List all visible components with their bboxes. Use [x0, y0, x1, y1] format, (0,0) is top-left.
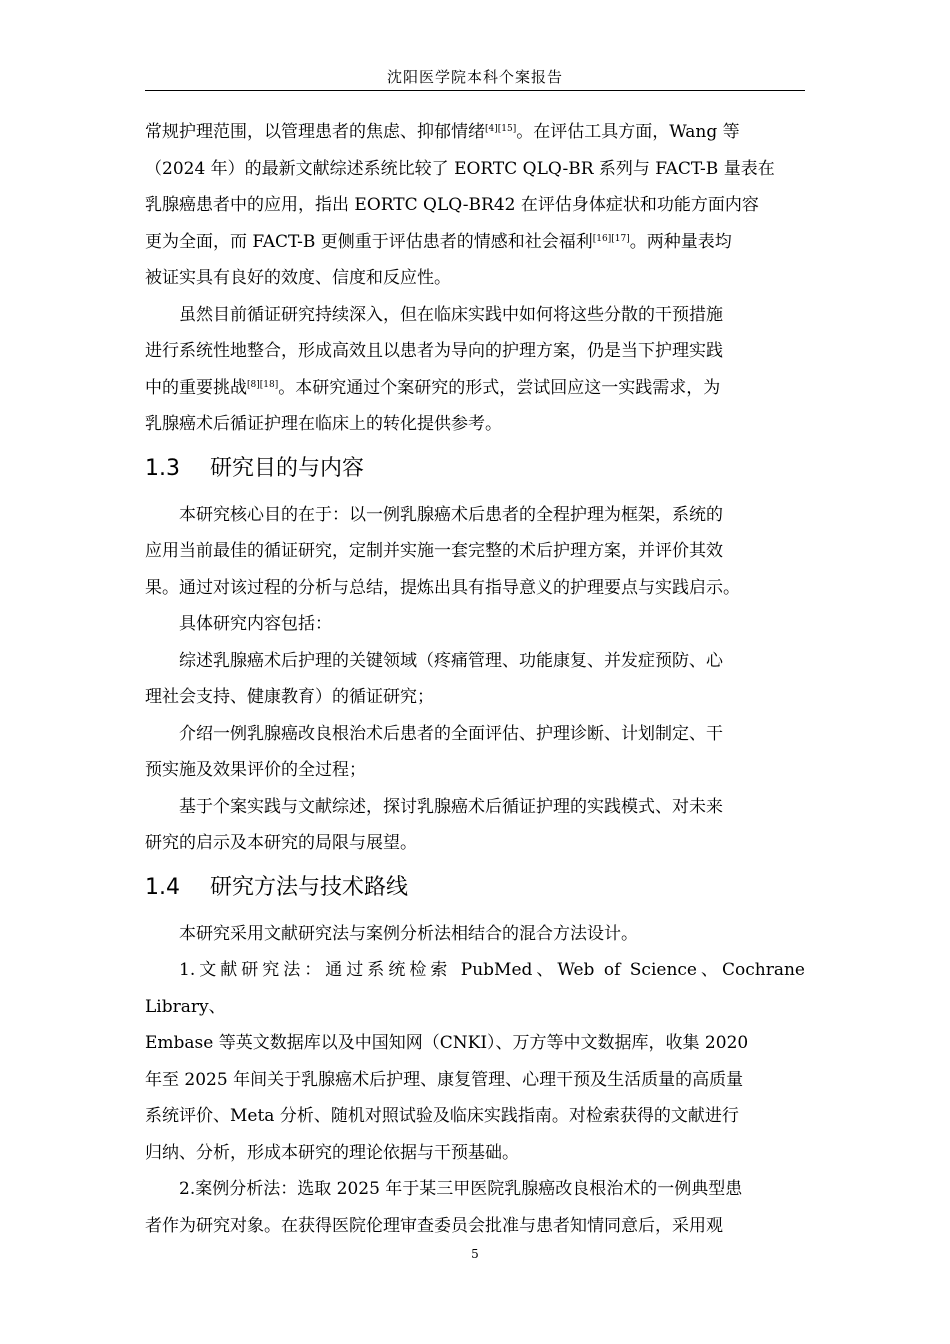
text-line: （2024 年）的最新文献综述系统比较了 EORTC QLQ-BR 系列与 FACT-B 量表在 [145, 158, 775, 179]
citation: [16][17] [592, 233, 630, 244]
paragraph [145, 297, 805, 443]
text-line: 。本研究通过个案研究的形式，尝试回应这一实践需求，为 [278, 377, 721, 398]
running-header: 沈阳医学院本科个案报告 [386, 68, 563, 86]
text-line: 年至 2025 年间关于乳腺癌术后护理、康复管理、心理干预及生活质量的高质量 [145, 1069, 744, 1090]
paragraph [145, 497, 805, 607]
text-line: 系统评价、Meta 分析、随机对照试验及临床实践指南。对检索获得的文献进行 [145, 1106, 739, 1126]
text-line: 基于个案实践与文献综述，探讨乳腺癌术后循证护理的实践模式、对未来 [179, 796, 723, 817]
text-line: 中的重要挑战 [145, 377, 247, 398]
text-line: 预实施及效果评价的全过程； [145, 760, 366, 780]
text-line: 虽然目前循证研究持续深入，但在临床实践中如何将这些分散的干预措施 [179, 304, 723, 325]
section-number: 1.4 [145, 874, 180, 900]
section-heading-1-4 [145, 873, 805, 903]
text-line: 进行系统性地整合，形成高效且以患者为导向的护理方案，仍是当下护理实践 [145, 341, 723, 361]
citation: [4][15] [485, 124, 517, 134]
text-line: 本研究采用文献研究法与案例分析法相结合的混合方法设计。 [179, 923, 638, 944]
text-line: 1.文献研究法：通过系统检索 PubMed、Web of Science、Cochrane Library、 [145, 960, 805, 1017]
header-divider [145, 90, 805, 91]
text-line: 具体研究内容包括： [179, 614, 332, 634]
list-item [145, 643, 805, 716]
text-line: 本研究核心目的在于：以一例乳腺癌术后患者的全程护理为框架，系统的 [179, 504, 723, 525]
section-heading-1-3 [145, 454, 805, 484]
section-title: 研究方法与技术路线 [210, 874, 409, 900]
text-line: 。在评估工具方面，Wang 等 [516, 122, 740, 142]
paragraph [145, 1171, 805, 1244]
section-title: 研究目的与内容 [210, 455, 365, 481]
text-line: 综述乳腺癌术后护理的关键领域（疼痛管理、功能康复、并发症预防、心 [179, 650, 723, 671]
text-line: 2.案例分析法：选取 2025 年于某三甲医院乳腺癌改良根治术的一例典型患 [179, 1179, 743, 1199]
text-line: Embase 等英文数据库以及中国知网（CNKI）、万方等中文数据库，收集 2020 [145, 1033, 749, 1053]
citation: [8][18] [247, 379, 279, 390]
text-line: 者作为研究对象。在获得医院伦理审查委员会批准与患者知情同意后，采用观 [145, 1215, 723, 1236]
text-line: 被证实具有良好的效度、信度和反应性。 [145, 268, 451, 288]
page-number: 5 [471, 1247, 479, 1261]
text-line: 更为全面，而 FACT-B 更侧重于评估患者的情感和社会福利 [145, 231, 593, 252]
text-line: 乳腺癌术后循证护理在临床上的转化提供参考。 [145, 414, 502, 434]
paragraph-continued [145, 114, 805, 297]
text-line: 研究的启示及本研究的局限与展望。 [145, 833, 417, 853]
section-number: 1.3 [145, 455, 180, 481]
list-item [145, 716, 805, 789]
paragraph [145, 606, 805, 643]
text-line: 应用当前最佳的循证研究，定制并实施一套完整的术后护理方案，并评价其效 [145, 541, 723, 561]
text-line: 乳腺癌患者中的应用，指出 EORTC QLQ-BR42 在评估身体症状和功能方面内容 [145, 195, 759, 215]
paragraph [145, 952, 805, 1171]
text-line: 。两种量表均 [629, 231, 732, 252]
body-text [145, 114, 805, 1244]
text-line: 理社会支持、健康教育）的循证研究； [145, 687, 434, 707]
text-line: 归纳、分析，形成本研究的理论依据与干预基础。 [145, 1142, 519, 1163]
list-item [145, 789, 805, 862]
text-line: 常规护理范围，以管理患者的焦虑、抑郁情绪 [145, 122, 485, 142]
text-line: 介绍一例乳腺癌改良根治术后患者的全面评估、护理诊断、计划制定、干 [179, 723, 723, 744]
text-line: 果。通过对该过程的分析与总结，提炼出具有指导意义的护理要点与实践启示。 [145, 577, 740, 598]
paragraph [145, 916, 805, 953]
